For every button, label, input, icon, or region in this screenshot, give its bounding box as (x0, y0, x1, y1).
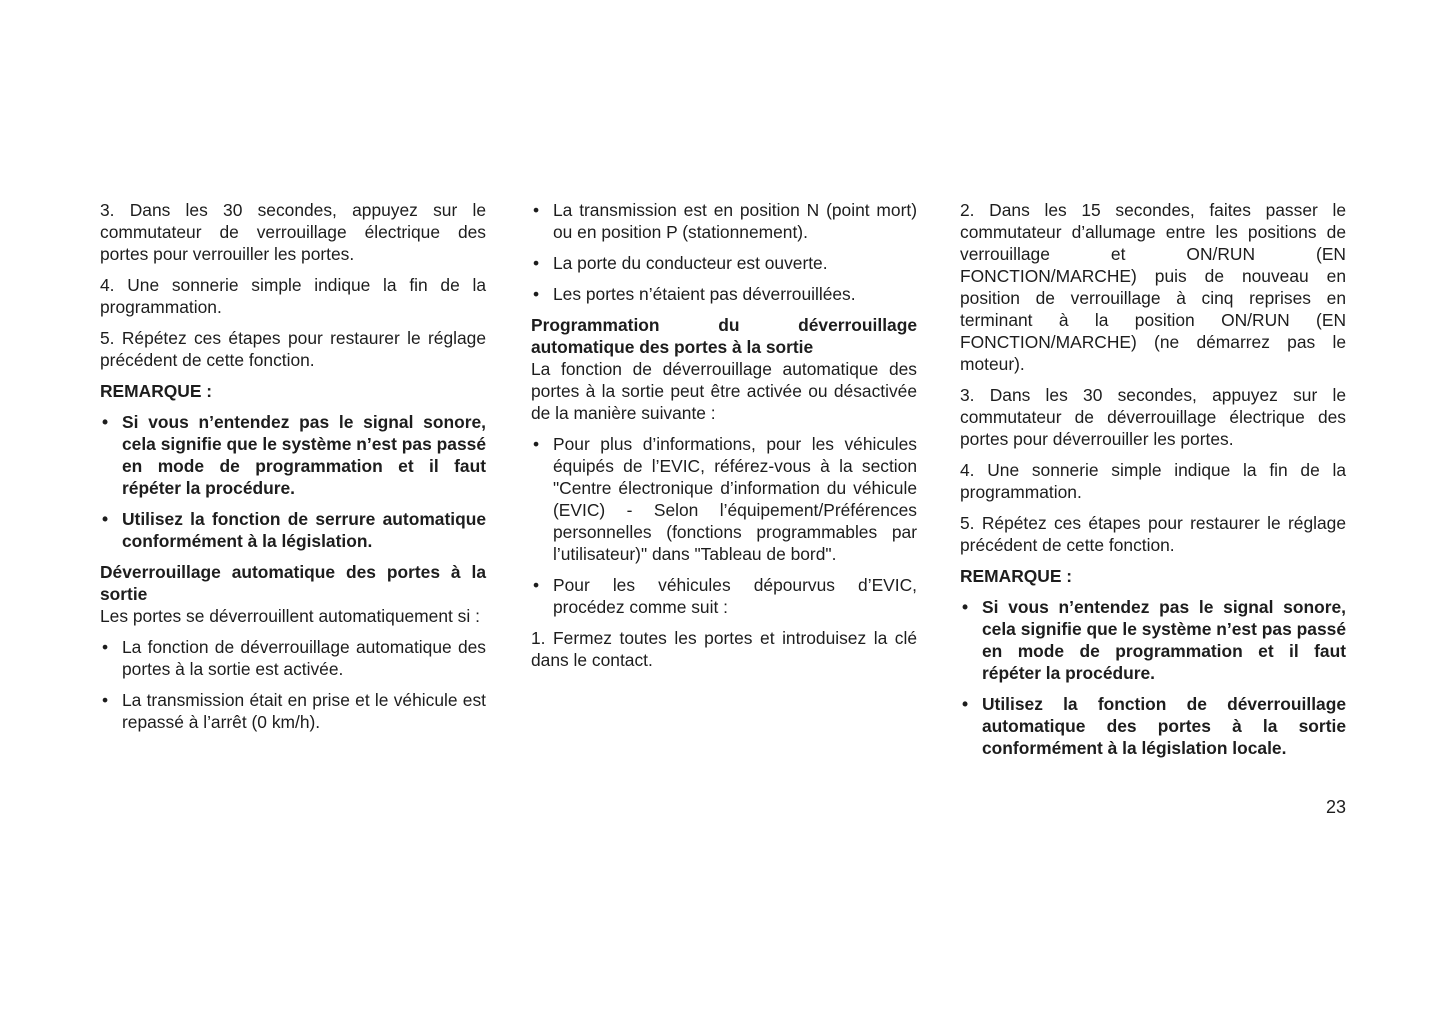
column-3 (960, 199, 1346, 768)
list-item: • Si vous n’entendez pas le signal sonore, cela signifie que le système n’est pas passé en mode de programmation et il faut répéter la procédure. (962, 597, 1346, 683)
paragraph: 4. Une sonnerie simple indique la fin de la programmation. (960, 460, 1346, 502)
paragraph: 5. Répétez ces étapes pour restaurer le réglage précédent de cette fonction. (960, 513, 1346, 555)
bullet-icon: • (533, 575, 540, 595)
bullet-icon: • (962, 597, 969, 617)
bullet-icon: • (102, 412, 109, 432)
list-item: • Les portes n’étaient pas déverrouillées. (533, 284, 856, 304)
paragraph: Les portes se déverrouillent automatiquement si : (100, 606, 480, 626)
list-item: • Pour plus d’informations, pour les véhicules équipés de l’EVIC, référez-vous à la section "Centre électronique d’information du véhicule (EVIC) - Selon l’équipement/Préférences personnelles (fonctions programmables par l’utilisateur)" dans "Tableau de bord". (533, 434, 917, 564)
paragraph: 3. Dans les 30 secondes, appuyez sur le commutateur de déverrouillage électrique des portes pour déverrouiller les portes. (960, 385, 1346, 449)
bullet-icon: • (533, 284, 540, 304)
paragraph: 4. Une sonnerie simple indique la fin de la programmation. (100, 275, 486, 317)
bullet-list (531, 433, 917, 618)
list-item: • Pour les véhicules dépourvus d’EVIC, procédez comme suit : (533, 575, 917, 617)
list-item: • La porte du conducteur est ouverte. (533, 253, 828, 273)
bullet-icon: • (533, 434, 540, 454)
list-item: • La fonction de déverrouillage automatique des portes à la sortie est activée. (102, 637, 486, 679)
list-item: • Utilisez la fonction de serrure automatique conformément à la législation. (102, 509, 486, 551)
paragraph: 3. Dans les 30 secondes, appuyez sur le commutateur de verrouillage électrique des portes pour verrouiller les portes. (100, 200, 486, 264)
paragraph: 1. Fermez toutes les portes et introduisez la clé dans le contact. (531, 628, 917, 670)
section-heading: Déverrouillage automatique des portes à la sortie (100, 562, 486, 604)
bullet-list (100, 636, 486, 733)
note-label: REMARQUE : (960, 566, 1073, 586)
list-item: • Si vous n’entendez pas le signal sonore, cela signifie que le système n’est pas passé en mode de programmation et il faut répéter la procédure. (102, 412, 486, 498)
paragraph: 2. Dans les 15 secondes, faites passer le commutateur d’allumage entre les positions de verrouillage et ON/RUN (EN FONCTION/MARCHE) puis de nouveau en position de verrouillage à cinq reprises en terminant à la position ON/RUN (EN FONCTION/MARCHE) (ne démarrez pas le moteur). (960, 200, 1346, 374)
bullet-icon: • (962, 694, 969, 714)
note-list (960, 596, 1346, 759)
page-number: 23 (1325, 797, 1346, 817)
column-2 (531, 199, 917, 680)
note-list (100, 411, 486, 552)
bullet-list (531, 199, 917, 305)
bullet-icon: • (533, 253, 540, 273)
section-heading: Programmation du déverrouillage automatique des portes à la sortie (531, 315, 917, 357)
bullet-icon: • (102, 690, 109, 710)
bullet-icon: • (102, 509, 109, 529)
bullet-icon: • (533, 200, 540, 220)
paragraph: La fonction de déverrouillage automatique des portes à la sortie peut être activée ou désactivée de la manière suivante : (531, 359, 917, 423)
list-item: • Utilisez la fonction de déverrouillage automatique des portes à la sortie conformément à la législation locale. (962, 694, 1346, 758)
column-1 (100, 199, 486, 742)
paragraph: 5. Répétez ces étapes pour restaurer le réglage précédent de cette fonction. (100, 328, 486, 370)
list-item: • La transmission était en prise et le véhicule est repassé à l’arrêt (0 km/h). (102, 690, 486, 732)
list-item: • La transmission est en position N (point mort) ou en position P (stationnement). (533, 200, 917, 242)
note-label: REMARQUE : (100, 381, 213, 401)
bullet-icon: • (102, 637, 109, 657)
